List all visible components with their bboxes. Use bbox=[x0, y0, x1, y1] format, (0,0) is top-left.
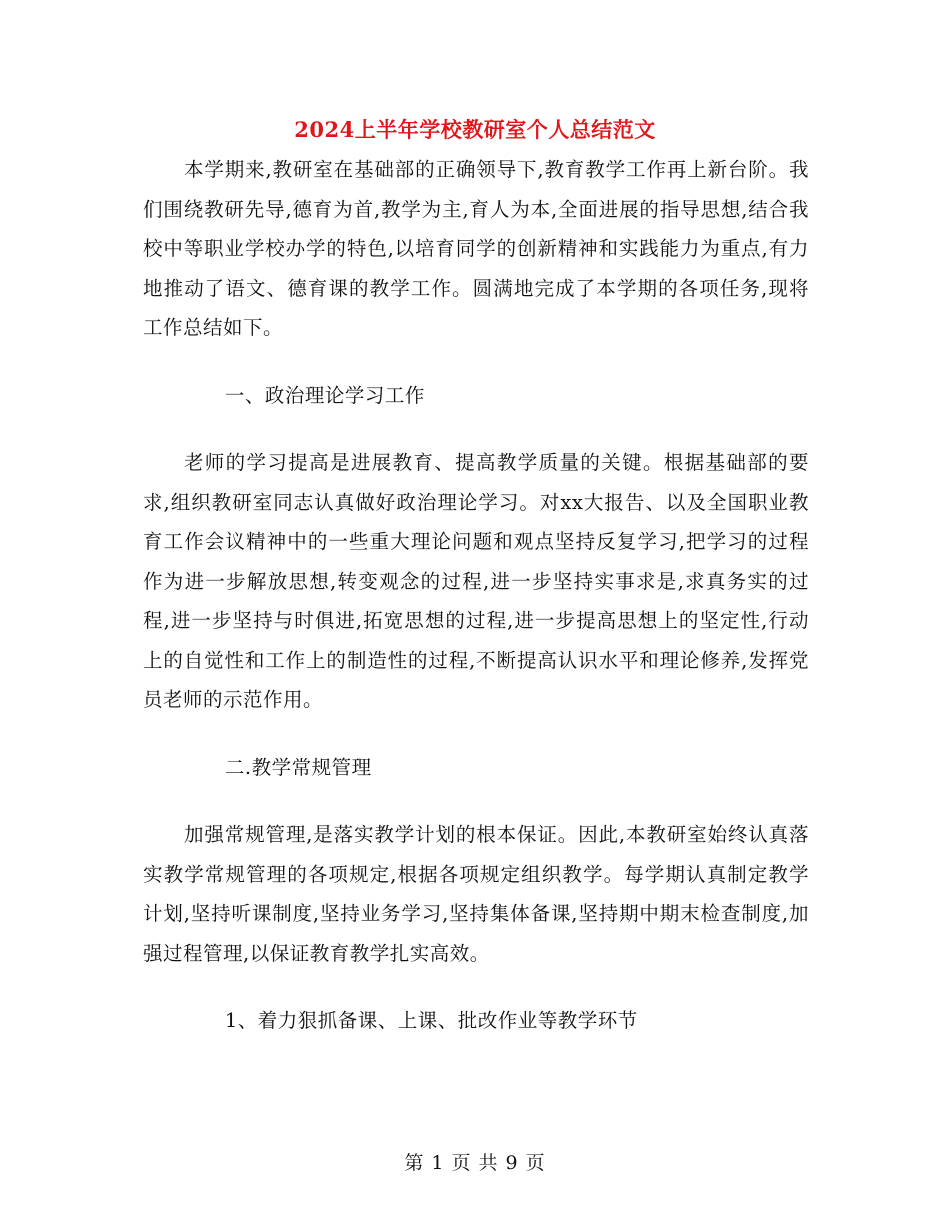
section-heading-teaching-management: 二.教学常规管理 bbox=[224, 755, 372, 779]
paragraph-intro: 本学期来,教研室在基础部的正确领导下,教育教学工作再上新台阶。我们围绕教研先导,德育为首,教学为主,育人为本,全面进展的指导思想,结合我校中等职业学校办学的特色,以培育同学的创新精神和实践能力为重点,有力地推动了语文、德育课的教学工作。圆满地完成了本学期的各项任务,现将工作总结如下。 bbox=[143, 158, 809, 339]
paragraph-teaching-management: 加强常规管理,是落实教学计划的根本保证。因此,本教研室始终认真落实教学常规管理的各项规定,根据各项规定组织教学。每学期认真制定教学计划,坚持听课制度,坚持业务学习,坚持集体备课,坚持期中期末检查制度,加强过程管理,以保证教育教学扎实高效。 bbox=[143, 823, 809, 965]
document-body bbox=[143, 150, 809, 1041]
section-heading-political-study: 一、政治理论学习工作 bbox=[224, 383, 425, 407]
subsection-heading-teaching-steps: 1、着力狠抓备课、上课、批改作业等教学环节 bbox=[224, 1009, 638, 1032]
document-title: 2024上半年学校教研室个人总结范文 bbox=[294, 117, 656, 142]
paragraph-political-study: 老师的学习提高是进展教育、提高教学质量的关键。根据基础部的要求,组织教研室同志认真做好政治理论学习。对xx大报告、以及全国职业教育工作会议精神中的一些重大理论问题和观点坚持反复学习,把学习的过程作为进一步解放思想,转变观念的过程,进一步坚持实事求是,求真务实的过程,进一步坚持与时俱进,拓宽思想的过程,进一步提高思想上的坚定性,行动上的自觉性和工作上的制造性的过程,不断提高认识水平和理论修养,发挥党员老师的示范作用。 bbox=[143, 451, 809, 711]
page-number-footer: 第 1 页 共 9 页 bbox=[404, 1152, 546, 1174]
